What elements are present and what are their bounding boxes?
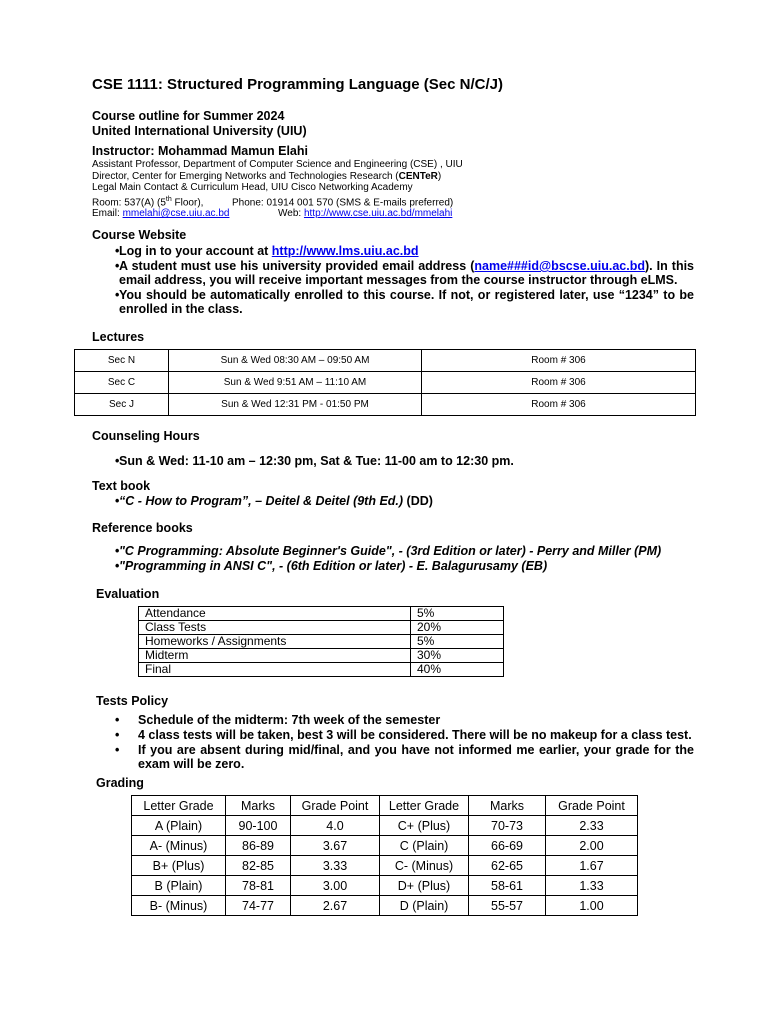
reference-heading: Reference books	[92, 521, 193, 535]
instructor-phone: Phone: 01914 001 570 (SMS & E-mails preferred)	[232, 196, 454, 208]
reference-list	[92, 544, 694, 574]
instructor-cisco: Legal Main Contact & Curriculum Head, UIU Cisco Networking Academy	[92, 182, 413, 193]
table-row: Midterm 30%	[139, 649, 504, 663]
instructor-contact: Email: mmelahi@cse.uiu.ac.bd Web: http://www.cse.uiu.ac.bd/mmelahi	[92, 208, 453, 220]
website-heading: Course Website	[92, 228, 187, 242]
instructor-room-phone: Room: 537(A) (5th Floor), Phone: 01914 001 570 (SMS & E-mails preferred)	[92, 195, 454, 208]
evaluation-table	[138, 606, 504, 677]
list-item: • "Programming in ANSI C", - (6th Edition or later) - E. Balagurusamy (EB)	[115, 559, 548, 573]
table-row: B (Plain) 78-81 3.00 D+ (Plus) 58-61 1.33	[132, 876, 638, 896]
list-item: • Log in to your account at http://www.lms.uiu.ac.bd	[115, 244, 419, 258]
table-row: A- (Minus) 86-89 3.67 C (Plain) 66-69 2.00	[132, 836, 638, 856]
lectures-heading: Lectures	[92, 330, 145, 344]
list-item: • A student must use his university provided email address (name###id@bscse.uiu.ac.bd). In this email address, you will receive important messages from the course instructor through eLMS.	[115, 259, 695, 287]
website-list	[92, 244, 694, 317]
email-link[interactable]: mmelahi@cse.uiu.ac.bd	[122, 208, 230, 220]
table-row: Attendance 5%	[139, 607, 504, 621]
table-row: B+ (Plus) 82-85 3.33 C- (Minus) 62-65 1.67	[132, 856, 638, 876]
table-row: Sec J Sun & Wed 12:31 PM - 01:50 PM Room # 306	[75, 394, 696, 416]
list-item: • "C Programming: Absolute Beginner's Guide", - (3rd Edition or later) - Perry and Miller (PM)	[115, 544, 662, 558]
outline-line-2: United International University (UIU)	[92, 124, 307, 138]
table-row: Sec C Sun & Wed 9:51 AM – 11:10 AM Room # 306	[75, 372, 696, 394]
counseling-list	[92, 454, 694, 469]
student-email-link[interactable]: name###id@bscse.uiu.ac.bd	[474, 259, 645, 273]
tests-list	[92, 713, 694, 772]
evaluation-heading: Evaluation	[96, 587, 160, 601]
lectures-table	[74, 349, 696, 416]
instructor-details	[92, 159, 692, 220]
lms-link[interactable]: http://www.lms.uiu.ac.bd	[271, 244, 419, 258]
list-item: • You should be automatically enrolled to this course. If not, or registered later, use “1234” to be enrolled in the class.	[115, 288, 694, 316]
table-row: Homeworks / Assignments 5%	[139, 635, 504, 649]
list-item: • Schedule of the midterm: 7th week of the semester	[115, 713, 441, 727]
grading-heading: Grading	[96, 776, 144, 790]
instructor-heading: Instructor: Mohammad Mamun Elahi	[92, 144, 308, 158]
list-item: • If you are absent during mid/final, and you have not informed me earlier, your grade for the exam will be zero.	[115, 743, 694, 771]
page-title: CSE 1111: Structured Programming Language (Sec N/C/J)	[92, 76, 503, 93]
web-link[interactable]: http://www.cse.uiu.ac.bd/mmelahi	[303, 208, 453, 220]
list-item: • Sun & Wed: 11-10 am – 12:30 pm, Sat & Tue: 11-00 am to 12:30 pm.	[115, 454, 514, 468]
table-row: A (Plain) 90-100 4.0 C+ (Plus) 70-73 2.33	[132, 816, 638, 836]
list-item: • “C - How to Program”, – Deitel & Deitel (9th Ed.) (DD)	[115, 494, 433, 508]
tests-heading: Tests Policy	[96, 694, 169, 708]
outline-line-1: Course outline for Summer 2024	[92, 109, 285, 123]
instructor-director: Director, Center for Emerging Networks and Technologies Research (CENTeR)	[92, 170, 442, 182]
list-item: • 4 class tests will be taken, best 3 will be considered. There will be no makeup for a class test.	[115, 728, 692, 742]
table-row: Final 40%	[139, 663, 504, 677]
table-row: Class Tests 20%	[139, 621, 504, 635]
grading-table	[131, 795, 638, 916]
table-header-row: Letter Grade Marks Grade Point Letter Grade Marks Grade Point	[132, 796, 638, 816]
textbook-list	[92, 494, 694, 509]
table-row: B- (Minus) 74-77 2.67 D (Plain) 55-57 1.00	[132, 896, 638, 916]
counseling-heading: Counseling Hours	[92, 429, 200, 443]
textbook-heading: Text book	[92, 479, 151, 493]
table-row: Sec N Sun & Wed 08:30 AM – 09:50 AM Room # 306	[75, 350, 696, 372]
instructor-title: Assistant Professor, Department of Computer Science and Engineering (CSE) , UIU	[92, 159, 463, 170]
